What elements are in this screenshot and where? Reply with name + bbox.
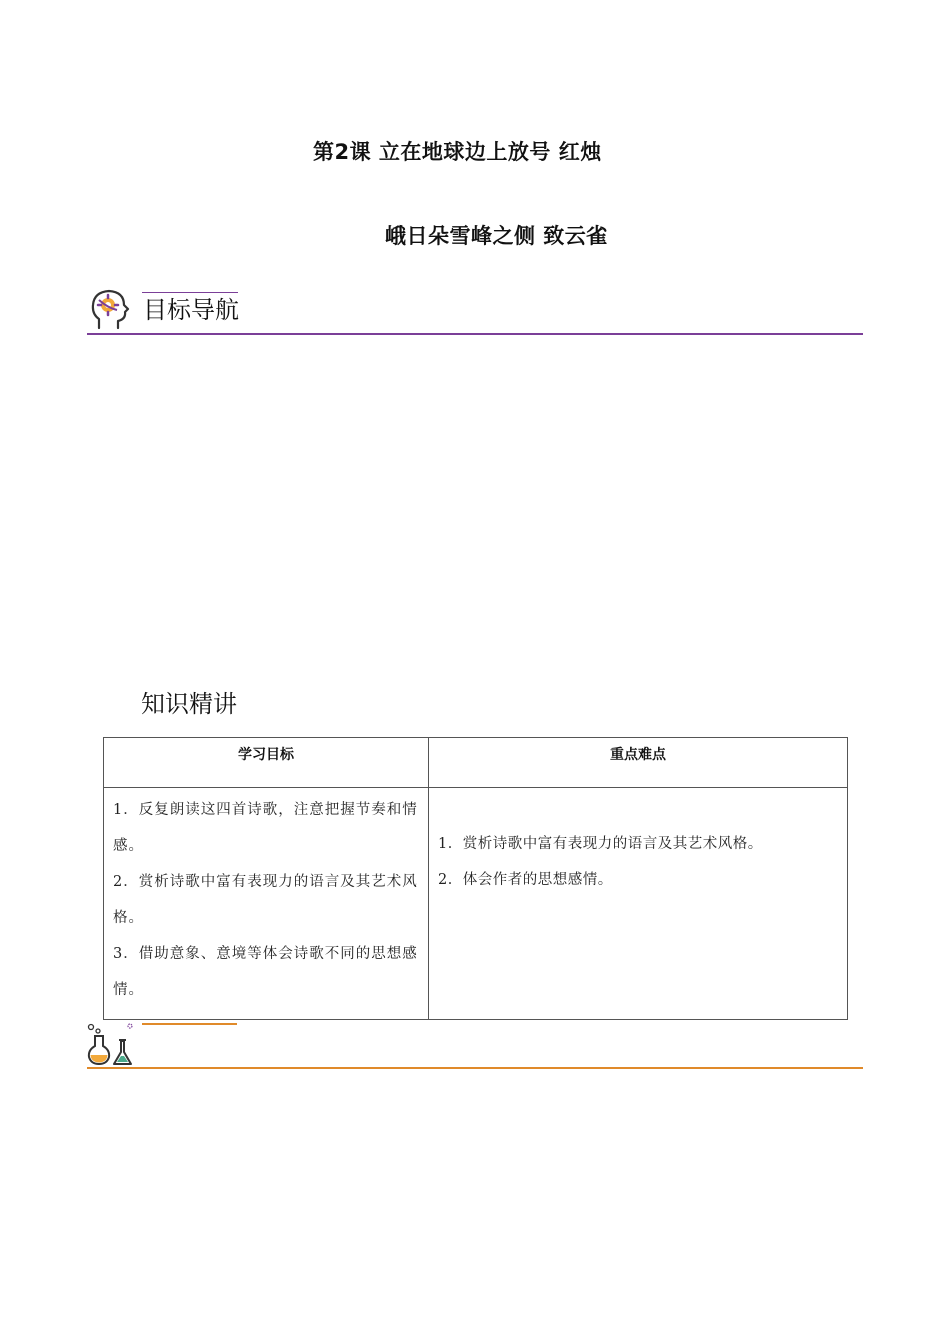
- section-heading-knowledge: 知识精讲: [141, 690, 237, 718]
- section-divider: [87, 333, 863, 335]
- key-points-cell: [429, 788, 848, 1020]
- table-header-row: [104, 738, 848, 788]
- list-item: 3．借助意象、意境等体会诗歌不同的思想感情。: [113, 946, 418, 998]
- section-accent-line: [142, 1023, 237, 1025]
- lab-flask-icon: [86, 1022, 136, 1066]
- list-item: 2．赏析诗歌中富有表现力的语言及其艺术风格。: [113, 874, 418, 926]
- table-row: [104, 788, 848, 1020]
- list-item: 2．体会作者的思想感情。: [438, 872, 613, 888]
- list-item: 1．反复朗读这四首诗歌，注意把握节奏和情感。: [113, 802, 418, 854]
- learning-goals-cell: [104, 788, 429, 1020]
- list-item: 1．赏析诗歌中富有表现力的语言及其艺术风格。: [438, 836, 763, 852]
- goals-table: [103, 737, 848, 1020]
- section-heading-goals: 目标导航: [143, 296, 239, 324]
- column-header-key-points: 重点难点: [429, 738, 848, 788]
- document-subtitle: 峨日朵雪峰之侧 致云雀: [385, 224, 608, 248]
- column-header-learning-goals: 学习目标: [104, 738, 429, 788]
- head-gear-icon: [88, 288, 130, 332]
- section-divider: [87, 1067, 863, 1069]
- document-title: 第2课 立在地球边上放号 红烛: [313, 140, 602, 164]
